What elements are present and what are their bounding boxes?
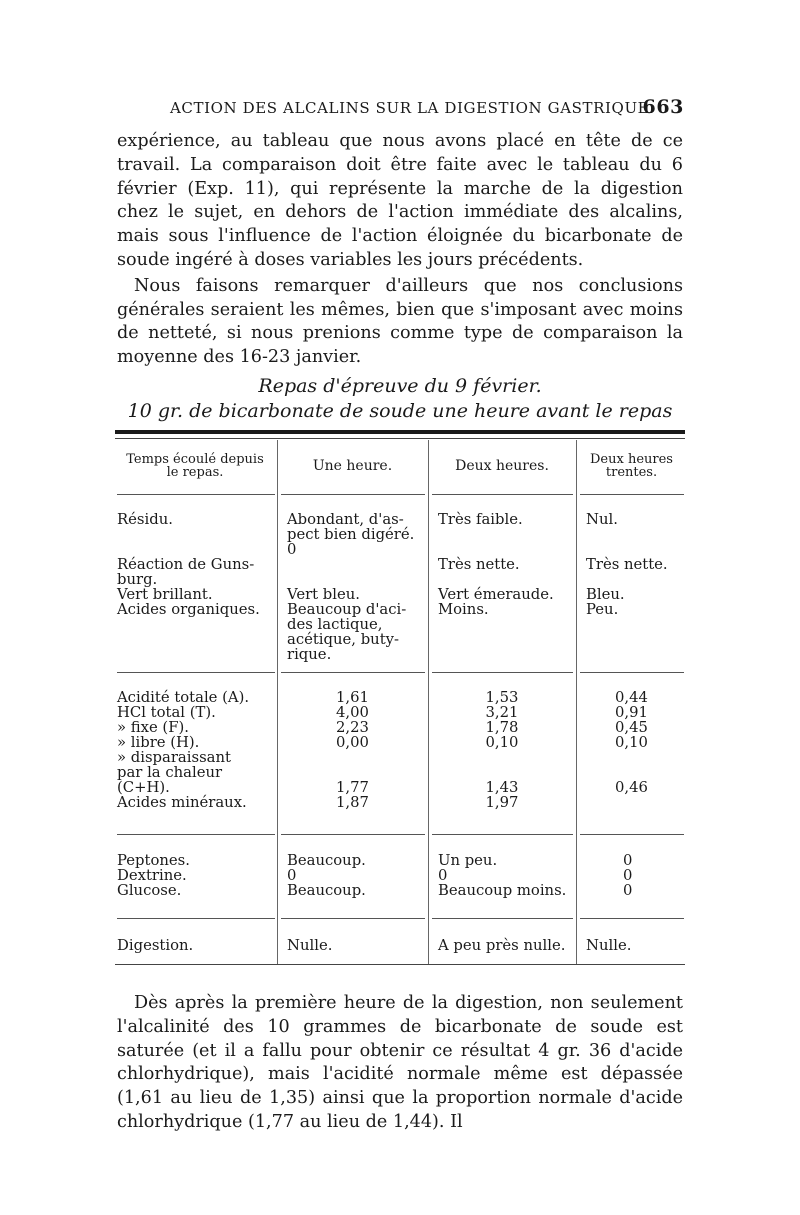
column-divider-3 (576, 440, 577, 964)
section-separator (117, 672, 275, 673)
page-number: 663 (642, 96, 684, 118)
section-separator (432, 672, 573, 673)
header-one-hour: Une heure. (312, 458, 393, 474)
section4-two-hours: A peu près nulle. (438, 937, 566, 954)
intro-paragraph-2: Nous faisons remarquer d'ailleurs que nos conclusions générales seraient les mêmes, bien que s'imposant avec moins de netteté, si nous prenions comme type de comparaison la moyenne des 16-23 janvier. (117, 275, 683, 368)
section-separator (580, 672, 684, 673)
table-bottom-rule (115, 964, 685, 965)
column-divider-1 (277, 440, 278, 964)
section3-labels: Peptones. Dextrine. Glucose. (117, 852, 190, 899)
header-time-elapsed: Temps écoulé depuis le repas. (126, 452, 264, 480)
section-separator (580, 918, 684, 919)
section3-two-hours-thirty: 0 0 0 (623, 852, 633, 899)
section-separator (281, 834, 425, 835)
header-separator (281, 494, 425, 495)
section3-one-hour: Beaucoup. 0 Beaucoup. (287, 852, 366, 899)
section2-two-hours: 1,53 3,21 1,78 0,10 1,43 1,97 (485, 689, 519, 811)
section1-two-hours: Très faible. Très nette. Vert émeraude. Moins. (438, 511, 554, 618)
outro-paragraph: Dès après la première heure de la digestion, non seulement l'alcalinité des 10 grammes de bicarbonate de soude est saturée (et il a fallu pour obtenir ce résultat 4 gr. 36 d'acide chlorhydrique), mais l'acidité normale même est dépassée (1,61 au lieu de 1,35) ainsi que la proportion normale d'acide chlorhydrique (1,77 au lieu de 1,44). Il (117, 993, 683, 1132)
section-separator (432, 918, 573, 919)
header-separator (580, 494, 684, 495)
section-separator (281, 918, 425, 919)
running-title: ACTION DES ALCALINS SUR LA DIGESTION GASTRIQUE. (170, 99, 655, 117)
section1-one-hour: Abondant, d'as- pect bien digéré. 0 Vert bleu. Beaucoup d'aci- des lactique, acétique, buty- rique. (287, 511, 415, 663)
table-top-rule-secondary (115, 438, 685, 439)
header-two-hours-thirty: Deux heures trentes. (590, 452, 673, 480)
section4-label: Digestion. (117, 937, 194, 954)
section-separator (281, 672, 425, 673)
intro-paragraph-1: expérience, au tableau que nous avons placé en tête de ce travail. La comparaison doit être faite avec le tableau du 6 février (Exp. 11), qui représente la marche de la digestion chez le sujet, en dehors de l'action immédiate des alcalins, mais sous l'influence de l'action éloignée du bicarbonate de soude ingéré à doses variables les jours précédents. (117, 131, 683, 270)
section3-two-hours: Un peu. 0 Beaucoup moins. (438, 852, 567, 899)
section2-labels: Acidité totale (A). HCl total (T). » fixe (F). » libre (H). » disparaissant par la chaleur (C+H). Acides minéraux. (117, 689, 250, 811)
header-two-hours: Deux heures. (455, 458, 549, 474)
section-separator (580, 834, 684, 835)
outro-text (117, 992, 683, 1135)
header-separator (117, 494, 275, 495)
section2-two-hours-thirty: 0,44 0,91 0,45 0,10 0,46 (615, 689, 648, 796)
section-separator (117, 834, 275, 835)
section1-labels: Résidu. Réaction de Guns- burg. Vert brillant. Acides organiques. (117, 511, 260, 618)
section1-two-hours-thirty: Nul. Très nette. Bleu. Peu. (586, 511, 668, 618)
section-separator (432, 834, 573, 835)
header-separator (432, 494, 573, 495)
section2-one-hour: 1,61 4,00 2,23 0,00 1,77 1,87 (336, 689, 369, 811)
section4-two-hours-thirty: Nulle. (586, 937, 632, 954)
table-caption-subtitle: 10 gr. de bicarbonate de soude une heure avant le repas (127, 400, 673, 422)
section-separator (117, 918, 275, 919)
column-divider-2 (428, 440, 429, 964)
intro-text (117, 130, 683, 370)
table-top-rule (115, 430, 685, 434)
table-caption-title: Repas d'épreuve du 9 février. (258, 375, 542, 397)
section4-one-hour: Nulle. (287, 937, 333, 954)
